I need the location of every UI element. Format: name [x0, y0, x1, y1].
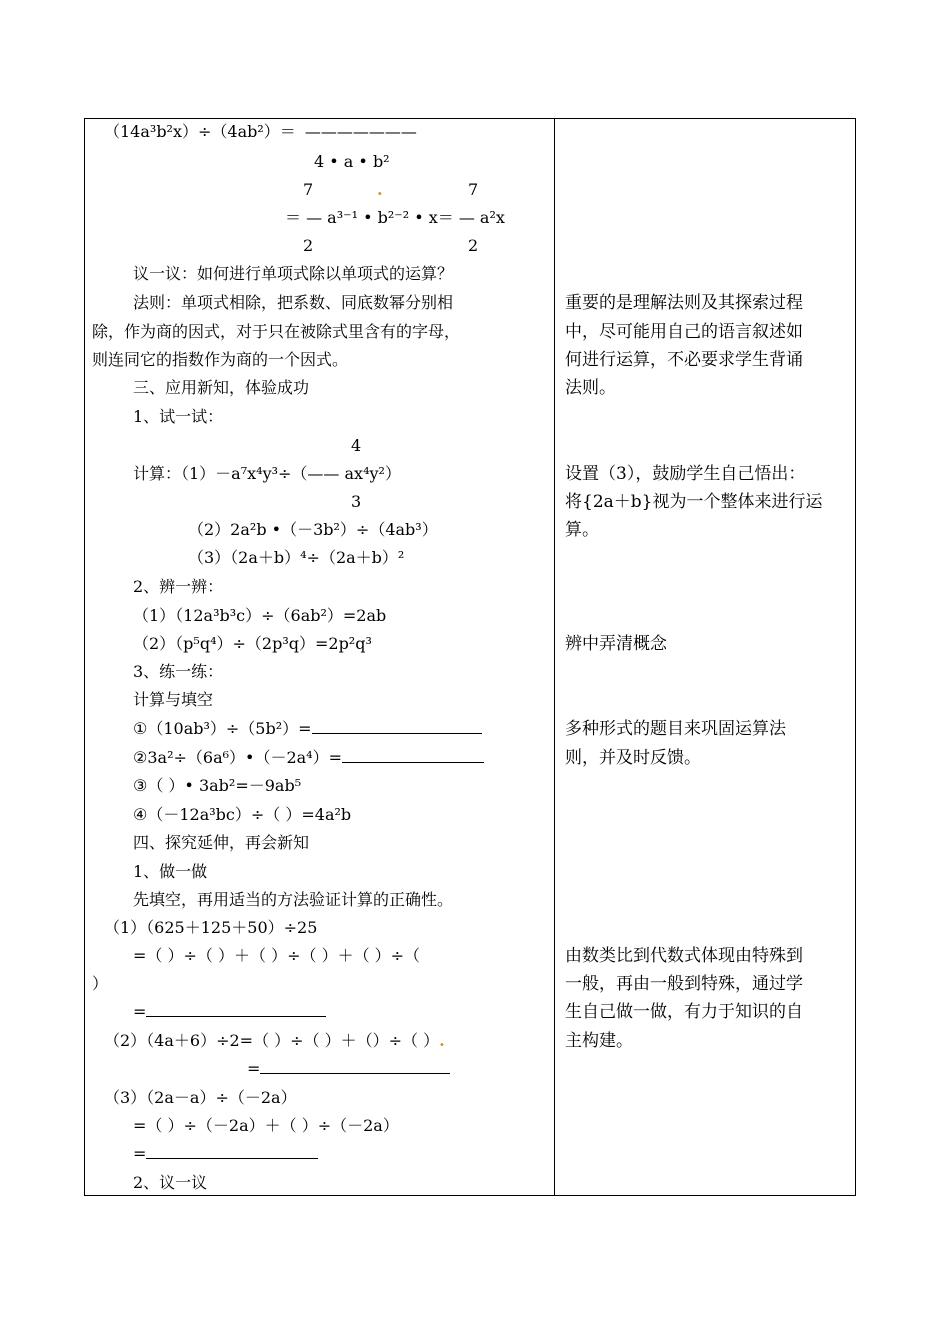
- equals-sign: =: [247, 1059, 261, 1078]
- practice-subheading: 计算与填空: [133, 690, 214, 709]
- discuss-question: 议一议：如何进行单项式除以单项式的运算？: [133, 264, 454, 283]
- note-3-line-1: 辨中弄清概念: [565, 634, 667, 654]
- note-2-line-2: 将{2a＋b}视为一个整体来进行运: [565, 492, 823, 512]
- column-divider: [554, 119, 555, 1195]
- problem-3-step: =（ ）÷（－2a）＋（ ）÷（－2a）: [133, 1116, 399, 1135]
- compute-2: （2）2a²b •（－3b²）÷（4ab³）: [188, 520, 438, 539]
- note-5-line-2: 一般，再由一般到特殊，通过学: [565, 974, 803, 994]
- note-5-line-1: 由数类比到代数式体现由特殊到: [565, 946, 803, 966]
- answer-blank[interactable]: [312, 719, 482, 734]
- answer-blank[interactable]: [260, 1059, 450, 1074]
- problem-1-paren: ）: [92, 974, 109, 993]
- example-dividend-divisor: （14a³b²x）÷（4ab²）＝: [104, 122, 296, 141]
- denominator-1: 2: [303, 236, 314, 255]
- note-1-line-2: 中，尽可能用自己的语言叙述如: [565, 322, 803, 342]
- problem-2-answer: [247, 1059, 450, 1079]
- section-three-heading: 三、应用新知，体验成功: [133, 378, 310, 397]
- answer-blank[interactable]: [146, 1144, 318, 1159]
- fraction-numerator: 4: [351, 436, 362, 455]
- note-2-line-3: 算。: [565, 520, 599, 540]
- do-heading: 1、做一做: [133, 862, 208, 881]
- note-4-line-2: 则，并及时反馈。: [565, 748, 701, 768]
- compute-3: （3）（2a＋b）⁴÷（2a＋b）²: [188, 548, 405, 567]
- equals-sign: =: [133, 1144, 147, 1163]
- answer-blank[interactable]: [146, 1002, 326, 1017]
- section-four-heading: 四、探究延伸，再会新知: [133, 833, 310, 852]
- exercise-1-text: ①（10ab³）÷（5b²）=: [133, 719, 312, 738]
- rule-line-1: 法则：单项式相除，把系数、同底数幂分别相: [133, 293, 454, 312]
- numerator-1: 7: [303, 180, 314, 199]
- rule-line-2: 除，作为商的因式，对于只在被除式里含有的字母，: [92, 322, 461, 341]
- denominator-2: 2: [468, 236, 479, 255]
- note-1-line-4: 法则。: [565, 378, 616, 398]
- mark-dot: .: [377, 180, 383, 199]
- rule-line-3: 则连同它的指数作为商的一个因式。: [92, 350, 349, 369]
- problem-1-step: =（ ）÷（ ）＋（ ）÷（ ）＋（ ）÷（: [133, 946, 421, 965]
- note-5-line-4: 主构建。: [565, 1031, 633, 1051]
- note-4-line-1: 多种形式的题目来巩固运算法: [565, 719, 786, 739]
- note-2-line-1: 设置（3），鼓励学生自己悟出：: [565, 464, 806, 484]
- compute-1: 计算：（1）－a⁷x⁴y³÷（—— ax⁴y²）: [133, 464, 401, 483]
- note-1-line-3: 何进行运算，不必要求学生背诵: [565, 350, 803, 370]
- exercise-4: ④（－12a³bc）÷（ ）=4a²b: [133, 805, 352, 824]
- example-result: ＝ — a³⁻¹ • b²⁻² • x＝ — a²x: [285, 208, 505, 227]
- exercise-3: ③（ ）• 3ab²=－9ab⁵: [133, 776, 302, 795]
- exercise-2-text: ②3a²÷（6a⁶）•（－2a⁴）=: [133, 748, 342, 767]
- practice-heading: 3、练一练：: [133, 662, 224, 681]
- try-heading: 1、试一试：: [133, 407, 224, 426]
- distinguish-heading: 2、辨一辨：: [133, 577, 224, 596]
- problem-2-text: （2）（4a＋6）÷2=（ ）÷（ ）＋（）÷（ ）: [104, 1031, 440, 1050]
- problem-3: （3）（2a－a）÷（－2a）: [104, 1088, 297, 1107]
- mark-dot: .: [439, 1031, 445, 1050]
- discuss-heading: 2、议一议: [133, 1173, 208, 1192]
- numerator-2: 7: [468, 180, 479, 199]
- fraction-denominator: 3: [351, 492, 362, 511]
- example-denominator: 4 • a • b²: [314, 152, 390, 171]
- example-expression: [104, 122, 417, 142]
- problem-3-answer: [133, 1144, 318, 1164]
- exercise-2: [133, 748, 484, 768]
- distinguish-1: （1）（12a³b³c）÷（6ab²）=2ab: [133, 606, 387, 625]
- problem-2: [104, 1031, 445, 1051]
- note-5-line-3: 生自己做一做，有力于知识的自: [565, 1002, 803, 1022]
- fraction-bar: ———————: [304, 122, 417, 141]
- distinguish-2: （2）（p⁵q⁴）÷（2p³q）=2p²q³: [133, 634, 372, 653]
- equals-sign: =: [133, 1002, 147, 1021]
- do-instruction: 先填空，再用适当的方法验证计算的正确性。: [133, 890, 454, 909]
- note-1-line-1: 重要的是理解法则及其探索过程: [565, 293, 803, 313]
- problem-1-answer: [133, 1002, 326, 1022]
- exercise-1: [133, 719, 482, 739]
- answer-blank[interactable]: [342, 748, 484, 763]
- problem-1: （1）（625＋125＋50）÷25: [104, 918, 318, 937]
